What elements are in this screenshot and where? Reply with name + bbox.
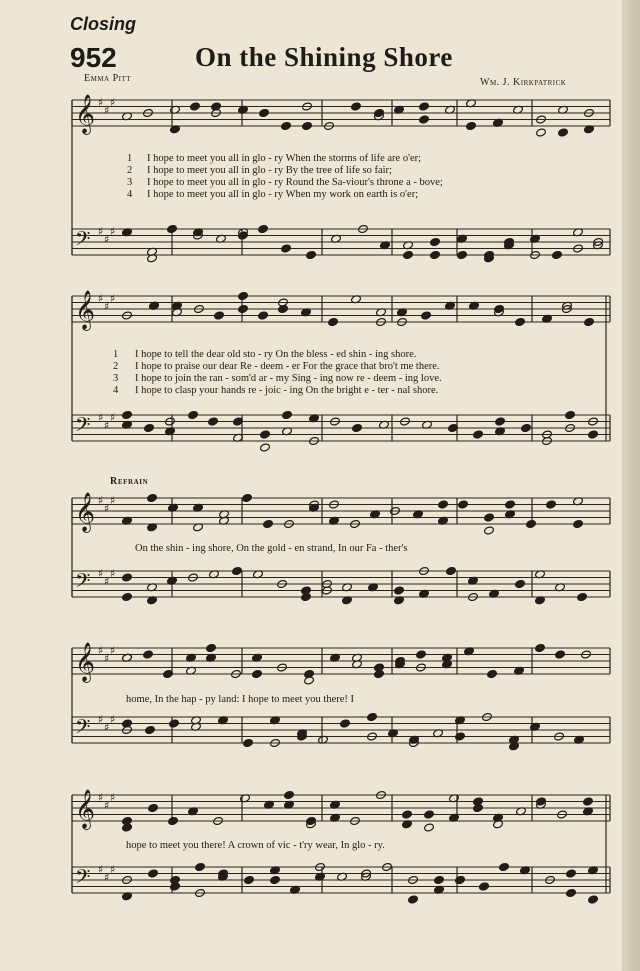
sharp-icon: ♯ [110, 713, 116, 726]
note-head [301, 586, 312, 595]
sharp-icon: ♯ [104, 575, 110, 588]
note-head [455, 732, 466, 741]
treble-clef-icon: 𝄞 [75, 94, 96, 134]
note-head [148, 803, 159, 812]
treble-clef-icon: 𝄞 [75, 492, 96, 532]
note-head [302, 121, 313, 130]
note-head [457, 250, 468, 259]
note-head [466, 121, 477, 130]
note-head [546, 500, 557, 509]
note-head [259, 108, 270, 117]
hymn-number: 952 [70, 42, 117, 73]
note-head [515, 317, 526, 326]
note-head [258, 224, 269, 233]
verse-line: I hope to meet you all in glo - ry By the tree of life so fair; [147, 165, 392, 176]
note-head [170, 875, 181, 884]
sharp-icon: ♯ [104, 721, 110, 734]
refrain-line-3: hope to meet you there! A crown of vic - t'ry wear, In glo - ry. [126, 840, 385, 851]
note-head [408, 895, 419, 904]
note-head [367, 712, 378, 721]
note-head [232, 566, 243, 575]
note-head [208, 417, 219, 426]
note-head [214, 311, 225, 320]
note-head [566, 869, 577, 878]
note-head [584, 317, 595, 326]
note-head [244, 875, 255, 884]
note-head [535, 643, 546, 652]
note-head [421, 311, 432, 320]
note-head [402, 810, 413, 819]
sharp-icon: ♯ [110, 863, 116, 876]
verse-number: 2 [127, 165, 133, 176]
sharp-icon: ♯ [104, 233, 110, 246]
note-heads [122, 99, 604, 904]
note-head [263, 519, 274, 528]
note-head [282, 410, 293, 419]
note-head [168, 816, 179, 825]
sharp-icon: ♯ [104, 799, 110, 812]
bass-clef-icon: 𝄢 [75, 569, 91, 597]
composer-credit: Wm. J. Kirkpatrick [480, 77, 567, 88]
sharp-icon: ♯ [110, 292, 116, 305]
note-head [260, 430, 271, 439]
note-head [281, 121, 292, 130]
note-head [260, 443, 271, 452]
note-head [163, 669, 174, 678]
refrain-label: Refrain [110, 476, 149, 487]
note-head [144, 423, 155, 432]
note-head [278, 304, 289, 313]
note-head [487, 669, 498, 678]
note-head [419, 102, 430, 111]
author-credit: Emma Pitt [84, 73, 132, 84]
note-head [122, 410, 133, 419]
bass-clef-icon: 𝄢 [75, 715, 91, 743]
note-head [374, 669, 385, 678]
sharp-icon: ♯ [104, 652, 110, 665]
treble-clef-icon: 𝄞 [75, 789, 96, 829]
note-head [446, 566, 457, 575]
sharp-icon: ♯ [104, 419, 110, 432]
sharp-icon: ♯ [110, 96, 116, 109]
note-head [147, 493, 158, 502]
note-head [455, 875, 466, 884]
verse-number: 1 [127, 153, 133, 164]
verse-line: I hope to meet you all in glo - ry Round the Sa-viour's throne a - bove; [147, 177, 443, 188]
sharp-icon: ♯ [98, 791, 104, 804]
note-head [122, 823, 133, 832]
note-head [270, 875, 281, 884]
note-head [558, 128, 569, 137]
page-edge [622, 0, 640, 971]
verse-line: I hope to join the ran - som'd ar - my Sing - ing now re - deem - ing love. [135, 373, 442, 384]
bass-clef-icon: 𝄢 [75, 865, 91, 893]
hymn-title: On the Shining Shore [195, 42, 453, 72]
verse-number: 4 [127, 189, 133, 200]
note-head [430, 250, 441, 259]
sharp-icon: ♯ [98, 225, 104, 238]
sharp-icon: ♯ [98, 292, 104, 305]
sharp-icon: ♯ [98, 411, 104, 424]
note-head [505, 500, 516, 509]
note-head [190, 102, 201, 111]
note-head [238, 231, 249, 240]
sharp-icon: ♯ [104, 300, 110, 313]
sharp-icon: ♯ [98, 713, 104, 726]
sharp-icon: ♯ [104, 502, 110, 515]
refrain-line-1: On the shin - ing shore, On the gold - en strand, In our Fa - ther's [135, 543, 408, 554]
sharp-icon: ♯ [110, 494, 116, 507]
note-head [284, 790, 295, 799]
sharp-icon: ♯ [110, 411, 116, 424]
note-head [583, 797, 594, 806]
note-head [206, 643, 217, 652]
note-head [499, 862, 510, 871]
note-head [484, 513, 495, 522]
note-head [352, 423, 363, 432]
note-head [243, 738, 254, 747]
note-head [211, 102, 222, 111]
note-head [416, 650, 427, 659]
note-head [328, 317, 339, 326]
note-head [577, 592, 588, 601]
note-head [304, 676, 315, 685]
note-head [403, 250, 414, 259]
sharp-icon: ♯ [110, 644, 116, 657]
verse-line: I hope to meet you all in glo - ry When my work on earth is o'er; [147, 189, 419, 200]
note-head [552, 250, 563, 259]
verse-line: I hope to praise our dear Re - deem - er For the grace that bro't me there. [135, 361, 440, 372]
note-head [281, 244, 292, 253]
note-head [122, 592, 133, 601]
sharp-icon: ♯ [98, 567, 104, 580]
note-head [536, 128, 547, 137]
note-head [242, 493, 253, 502]
note-head [555, 650, 566, 659]
note-head [122, 719, 133, 728]
note-head [473, 797, 484, 806]
sharp-icon: ♯ [104, 871, 110, 884]
note-head [167, 224, 178, 233]
note-head [351, 102, 362, 111]
verse-line: I hope to meet you all in glo - ry When the storms of life are o'er; [147, 153, 422, 164]
sharp-icon: ♯ [98, 863, 104, 876]
sharp-icon: ♯ [110, 225, 116, 238]
note-head [252, 669, 263, 678]
note-head [340, 719, 351, 728]
note-head [419, 115, 430, 124]
note-head [148, 869, 159, 878]
bass-clef-icon: 𝄢 [75, 413, 91, 441]
note-head [238, 304, 249, 313]
note-head [122, 573, 133, 582]
note-head [484, 526, 495, 535]
note-head [374, 108, 385, 117]
sharp-icon: ♯ [98, 494, 104, 507]
note-head [526, 519, 537, 528]
note-head [495, 417, 506, 426]
bass-clef-icon: 𝄢 [75, 227, 91, 255]
note-head [424, 810, 435, 819]
note-head [438, 500, 449, 509]
sharp-icon: ♯ [104, 104, 110, 117]
note-head [588, 430, 599, 439]
note-head [588, 895, 599, 904]
treble-clef-icon: 𝄞 [75, 290, 96, 330]
note-head [573, 519, 584, 528]
verse-number: 2 [113, 361, 119, 372]
note-head [145, 725, 156, 734]
sharp-icon: ♯ [98, 96, 104, 109]
note-head [188, 410, 199, 419]
note-head [458, 500, 469, 509]
note-head [195, 862, 206, 871]
verse-number: 3 [113, 373, 119, 384]
verse-number: 4 [113, 385, 119, 396]
verse-number: 1 [113, 349, 119, 360]
note-head [143, 650, 154, 659]
note-head [566, 888, 577, 897]
treble-clef-icon: 𝄞 [75, 642, 96, 682]
sharp-icon: ♯ [110, 567, 116, 580]
verse-line: I hope to clasp your hands re - joic - ing On the bright e - ter - nal shore. [135, 385, 439, 396]
note-head [430, 237, 441, 246]
note-head [258, 311, 269, 320]
refrain-line-2: home, In the hap - py land: I hope to meet you there! I [126, 694, 355, 705]
clef-symbols [75, 94, 115, 893]
note-head [565, 410, 576, 419]
sharp-icon: ♯ [110, 791, 116, 804]
note-head [306, 250, 317, 259]
note-head [515, 579, 526, 588]
sharp-icon: ♯ [98, 644, 104, 657]
note-head [169, 719, 180, 728]
note-head [434, 875, 445, 884]
note-head [238, 291, 249, 300]
verse-number: 3 [127, 177, 133, 188]
note-head [424, 823, 435, 832]
note-head [473, 430, 484, 439]
note-head [521, 423, 532, 432]
note-head [394, 586, 405, 595]
verse-line: I hope to tell the dear old sto - ry On the bless - ed shin - ing shore. [135, 349, 417, 360]
section-heading: Closing [70, 14, 136, 34]
